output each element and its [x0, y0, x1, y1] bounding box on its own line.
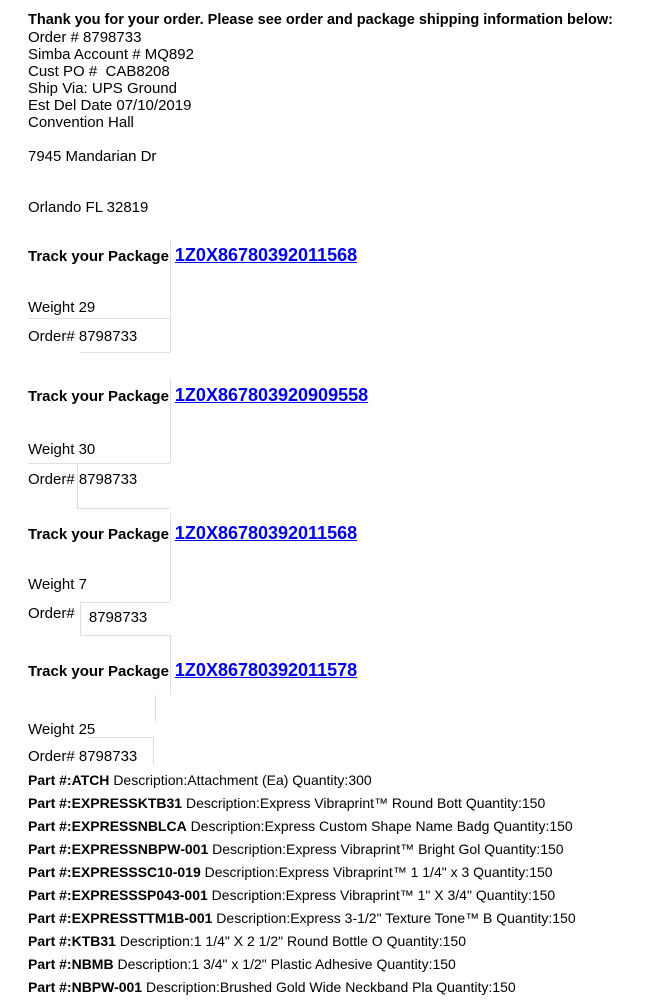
part-quantity: Quantity:150 — [436, 979, 516, 995]
track-row — [28, 523, 357, 544]
part-description: Description:Express Vibraprint™ 1" X 3/4" — [211, 887, 472, 903]
tracking-link[interactable]: 1Z0X86780392011578 — [174, 660, 358, 680]
cell-border-line — [155, 695, 156, 722]
part-number: Part #:NBPW-001 — [28, 979, 143, 995]
order-label: Order# — [28, 748, 75, 765]
order-number: 8798733 — [88, 609, 148, 626]
part-number: Part #:EXPRESSKTB31 — [28, 795, 183, 811]
part-number: Part #:KTB31 — [28, 933, 116, 949]
track-row — [28, 245, 357, 266]
part-description: Description:Express Vibraprint™ Bright Gol — [212, 841, 481, 857]
cust-po-line: Cust PO # CAB8208 — [28, 63, 170, 80]
part-row — [28, 884, 658, 907]
part-quantity: Quantity:150 — [493, 818, 573, 834]
package-block — [28, 523, 648, 653]
track-package-label: Track your Package — [28, 248, 169, 265]
order-number-line: Order # 8798733 — [28, 29, 142, 46]
cell-border-line — [153, 737, 154, 765]
weight-text — [28, 576, 87, 593]
cell-border-line — [88, 737, 154, 738]
address-city: Orlando FL 32819 — [28, 199, 149, 216]
tracking-link[interactable]: 1Z0X86780392011568 — [174, 523, 358, 543]
weight-value: 7 — [78, 576, 87, 593]
part-number: Part #:EXPRESSNBPW-001 — [28, 841, 209, 857]
simba-account-line: Simba Account # MQ892 — [28, 46, 194, 63]
part-quantity: Quantity:150 — [496, 910, 576, 926]
intro-text: Thank you for your order. Please see order and package shipping information below: — [28, 12, 613, 28]
order-line — [28, 605, 148, 626]
part-number: Part #:ATCH — [28, 772, 110, 788]
part-row — [28, 815, 658, 838]
order-label: Order# — [28, 328, 75, 345]
address-street: 7945 Mandarian Dr — [28, 148, 157, 165]
part-description: Description:Attachment (Ea) — [113, 772, 289, 788]
part-row — [28, 838, 658, 861]
part-row — [28, 907, 658, 930]
order-label: Order# — [28, 471, 75, 488]
address-venue: Convention Hall — [28, 114, 134, 131]
cell-border-line — [28, 463, 170, 464]
est-del-date-line: Est Del Date 07/10/2019 — [28, 97, 192, 114]
part-quantity: Quantity:150 — [484, 841, 564, 857]
tracking-link[interactable]: 1Z0X86780392011568 — [174, 245, 358, 265]
parts-section — [28, 769, 658, 999]
part-quantity: Quantity:300 — [292, 772, 372, 788]
part-description: Description:Express 3-1/2" Texture Tone™ B — [216, 910, 493, 926]
part-quantity: Quantity:150 — [473, 864, 553, 880]
order-number: 8798733 — [78, 748, 138, 765]
part-row — [28, 976, 658, 999]
weight-label: Weight — [28, 576, 75, 593]
track-row — [28, 385, 368, 406]
order-line — [28, 328, 137, 345]
track-row — [28, 660, 357, 681]
cell-border-line — [28, 318, 170, 319]
track-package-label: Track your Package — [28, 663, 169, 680]
part-number: Part #:EXPRESSNBLCA — [28, 818, 187, 834]
track-package-label: Track your Package — [28, 388, 169, 405]
order-line — [28, 471, 137, 488]
cell-border-line — [80, 602, 170, 603]
package-block — [28, 245, 648, 375]
part-quantity: Quantity:150 — [376, 956, 456, 972]
weight-label: Weight — [28, 299, 75, 316]
tracking-link[interactable]: 1Z0X867803920909558 — [174, 385, 369, 405]
weight-label: Weight — [28, 721, 75, 738]
part-quantity: Quantity:150 — [465, 795, 546, 811]
part-description: Description:Express Vibraprint™ Round Bott — [185, 795, 462, 811]
weight-value: 25 — [78, 721, 96, 738]
order-number: 8798733 — [78, 328, 138, 345]
ship-via-line: Ship Via: UPS Ground — [28, 80, 177, 97]
order-label: Order# — [28, 605, 75, 622]
part-description: Description:Brushed Gold Wide Neckband Pla — [145, 979, 433, 995]
part-number: Part #:EXPRESSSC10-019 — [28, 864, 201, 880]
cell-border-line — [77, 508, 170, 509]
weight-label: Weight — [28, 441, 75, 458]
weight-value: 30 — [78, 441, 96, 458]
weight-text — [28, 721, 95, 738]
part-description: Description:Express Custom Shape Name Badg — [190, 818, 490, 834]
cell-border-line — [80, 635, 170, 636]
track-package-label: Track your Package — [28, 526, 169, 543]
weight-text — [28, 299, 95, 316]
part-quantity: Quantity:150 — [386, 933, 466, 949]
weight-text — [28, 441, 95, 458]
part-description: Description:1 3/4" x 1/2" Plastic Adhesive — [117, 956, 373, 972]
part-number: Part #:EXPRESSSP043-001 — [28, 887, 208, 903]
order-line — [28, 748, 137, 765]
part-description: Description:1 1/4" X 2 1/2" Round Bottle O — [119, 933, 383, 949]
package-block — [28, 385, 648, 515]
part-number: Part #:NBMB — [28, 956, 114, 972]
order-number: 8798733 — [78, 471, 138, 488]
part-number: Part #:EXPRESSTTM1B-001 — [28, 910, 213, 926]
part-row — [28, 953, 658, 976]
part-row — [28, 930, 658, 953]
part-quantity: Quantity:150 — [475, 887, 556, 903]
part-row — [28, 792, 658, 815]
part-row — [28, 769, 658, 792]
part-description: Description:Express Vibraprint™ 1 1/4" x 3 — [204, 864, 470, 880]
part-row — [28, 861, 658, 884]
weight-value: 29 — [78, 299, 96, 316]
cell-border-line — [80, 352, 170, 353]
